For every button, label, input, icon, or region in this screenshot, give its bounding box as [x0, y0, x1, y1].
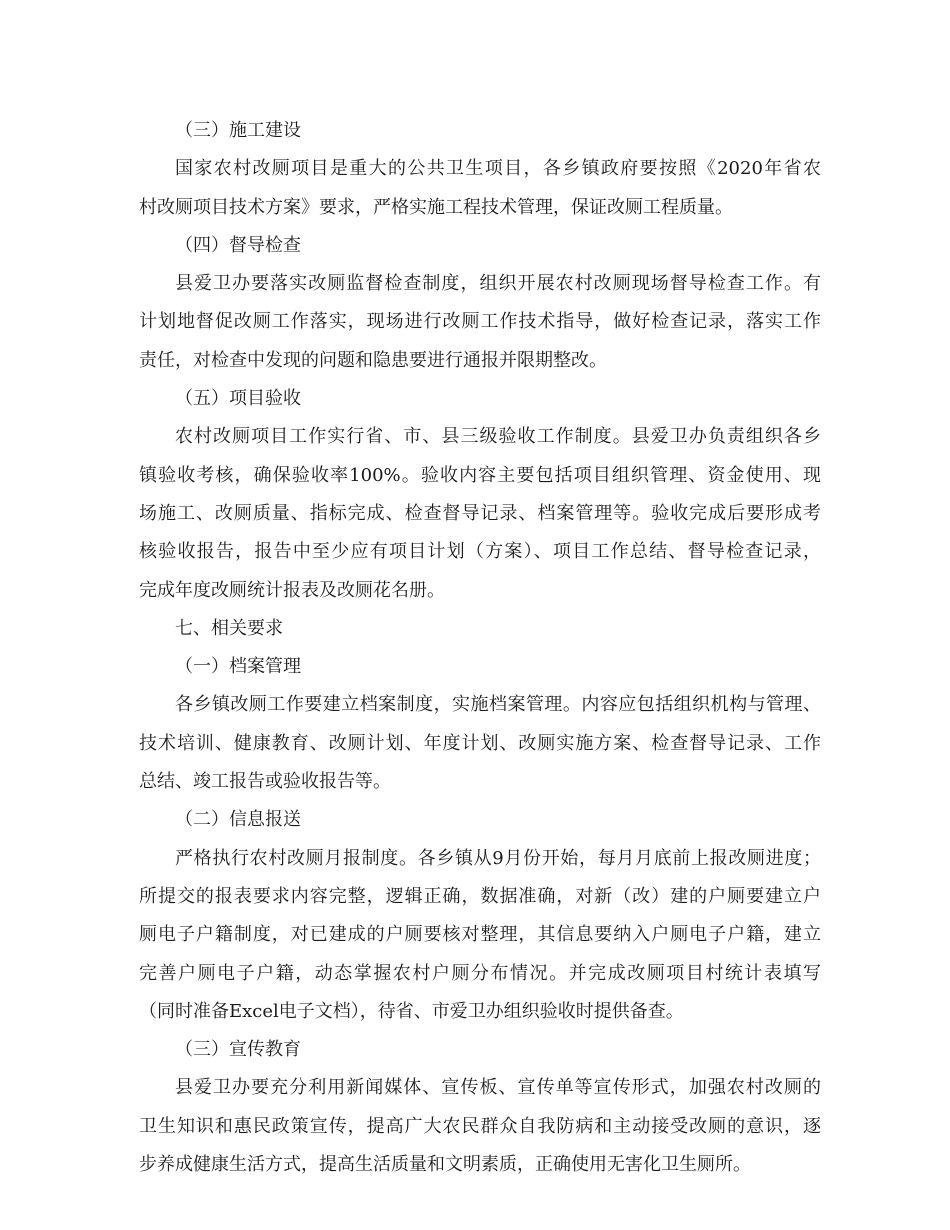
text-line: 完成年度改厕统计报表及改厕花名册。	[139, 579, 445, 601]
text-line: 国家农村改厕项目是重大的公共卫生项目，各乡镇政府要按照《2020年省农	[175, 158, 821, 180]
text-line: （二）信息报送	[175, 809, 301, 831]
text-line: 场施工、改厕质量、指标完成、检查督导记录、档案管理等。验收完成后要形成考	[139, 502, 821, 524]
text-line: 镇验收考核，确保验收率100%。验收内容主要包括项目组织管理、资金使用、现	[139, 464, 821, 486]
text-line: 县爱卫办要落实改厕监督检查制度，组织开展农村改厕现场督导检查工作。有	[175, 273, 821, 295]
text-line: （三）宣传教育	[175, 1039, 301, 1061]
text-line: （三）施工建设	[175, 120, 301, 141]
text-line: 完善户厕电子户籍，动态掌握农村户厕分布情况。并完成改厕项目村统计表填写	[139, 962, 821, 984]
text-line: 村改厕项目技术方案》要求，严格实施工程技术管理，保证改厕工程质量。	[139, 196, 733, 218]
text-line: （同时准备Excel电子文档），待省、市爱卫办组织验收时提供备查。	[139, 1000, 684, 1022]
text-line: 技术培训、健康教育、改厕计划、年度计划、改厕实施方案、检查督导记录、工作	[139, 732, 821, 754]
text-line: （一）档案管理	[175, 656, 301, 678]
text-line: 厕电子户籍制度，对已建成的户厕要核对整理，其信息要纳入户厕电子户籍，建立	[139, 924, 821, 946]
text-line: 所提交的报表要求内容完整，逻辑正确，数据准确，对新（改）建的户厕要建立户	[139, 885, 821, 907]
text-line: 各乡镇改厕工作要建立档案制度，实施档案管理。内容应包括组织机构与管理、	[175, 694, 821, 716]
text-line: 核验收报告，报告中至少应有项目计划（方案）、项目工作总结、督导检查记录，	[139, 541, 821, 563]
text-line: （五）项目验收	[175, 388, 301, 410]
text-line: 总结、竣工报告或验收报告等。	[139, 771, 391, 793]
document-body	[139, 112, 821, 1184]
text-line: 责任，对检查中发现的问题和隐患要进行通报并限期整改。	[139, 349, 607, 371]
text-line: （四）督导检查	[175, 234, 301, 256]
text-line: 七、相关要求	[175, 617, 283, 639]
text-line: 农村改厕项目工作实行省、市、县三级验收工作制度。县爱卫办负责组织各乡	[175, 426, 821, 448]
text-line: 计划地督促改厕工作落实，现场进行改厕工作技术指导，做好检查记录，落实工作	[139, 311, 821, 333]
text-line: 严格执行农村改厕月报制度。各乡镇从9月份开始，每月月底前上报改厕进度；	[175, 847, 821, 869]
text-line: 县爱卫办要充分利用新闻媒体、宣传板、宣传单等宣传形式，加强农村改厕的	[175, 1077, 821, 1099]
text-line: 卫生知识和惠民政策宣传，提高广大农民群众自我防病和主动接受改厕的意识，逐	[139, 1115, 821, 1137]
text-line: 步养成健康生活方式，提高生活质量和文明素质，正确使用无害化卫生厕所。	[139, 1154, 751, 1176]
